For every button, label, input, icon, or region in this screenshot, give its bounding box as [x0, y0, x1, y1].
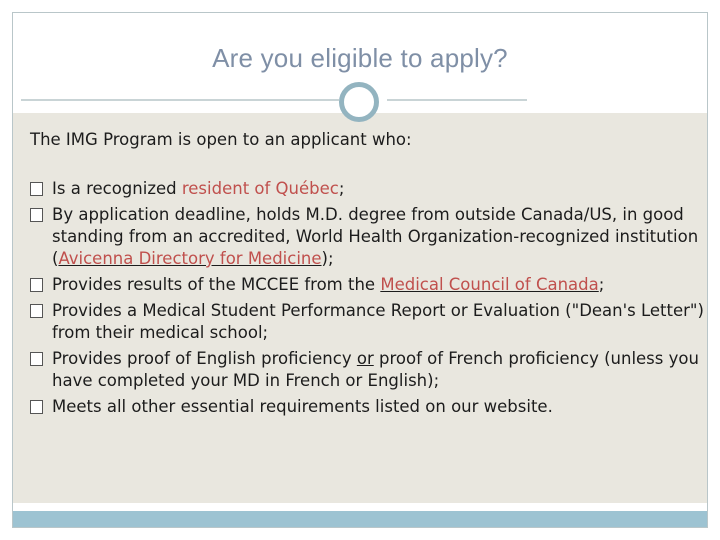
list-item: Provides results of the MCCEE from the Medical Council of Canada;	[30, 274, 710, 296]
intro-text: The IMG Program is open to an applicant who:	[30, 130, 412, 149]
or-emphasis: or	[356, 349, 374, 368]
checkbox-bullet-icon	[30, 182, 43, 196]
resident-text: resident of Québec	[181, 179, 339, 198]
checkbox-bullet-icon	[30, 352, 43, 366]
checkbox-bullet-icon	[30, 400, 43, 414]
slide-title: Are you eligible to apply?	[212, 43, 508, 73]
circle-ornament-icon	[339, 82, 379, 122]
list-item: Provides a Medical Student Performance Report or Evaluation ("Dean's Letter") from their medical school;	[30, 300, 710, 344]
checkbox-bullet-icon	[30, 278, 43, 292]
checkbox-bullet-icon	[30, 208, 43, 222]
footer-bar	[13, 511, 707, 527]
mcc-link[interactable]: Medical Council of Canada	[380, 275, 599, 294]
title-divider-right	[387, 99, 527, 101]
avicenna-link[interactable]: Avicenna Directory for Medicine	[58, 249, 322, 268]
list-item: By application deadline, holds M.D. degree from outside Canada/US, in good standing from an accredited, World Health Organization-recognized institution (Avicenna Directory for Medicine);	[30, 204, 710, 270]
requirements-list	[30, 178, 710, 418]
title-divider-left	[21, 99, 339, 101]
list-item: Provides proof of English proficiency or proof of French proficiency (unless you have completed your MD in French or English);	[30, 348, 710, 392]
checkbox-bullet-icon	[30, 304, 43, 318]
list-item: Meets all other essential requirements listed on our website.	[30, 396, 710, 418]
list-item: Is a recognized resident of Québec;	[30, 178, 710, 200]
slide-body	[30, 128, 710, 422]
